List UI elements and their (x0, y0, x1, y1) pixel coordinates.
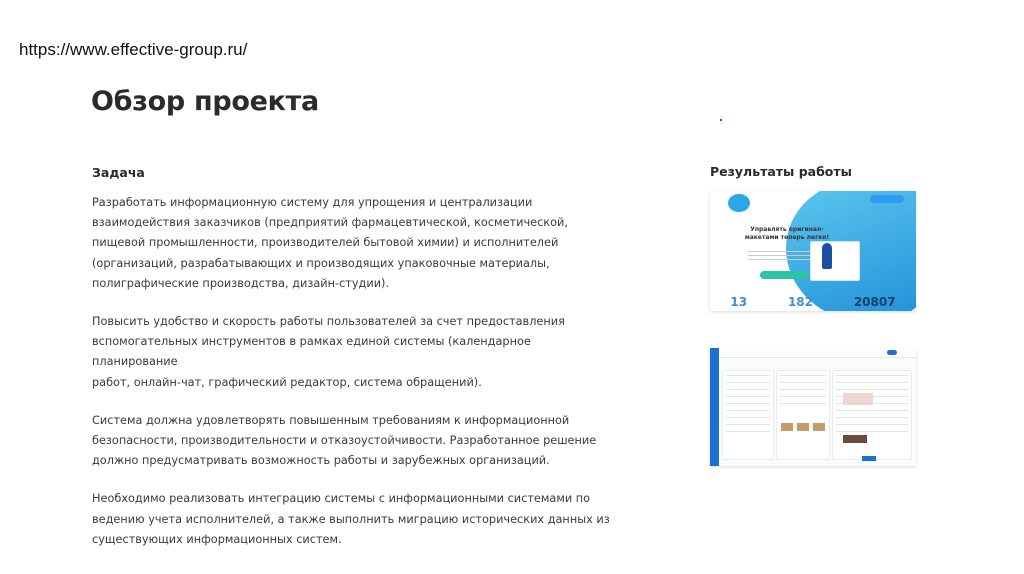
task-paragraph-3: Система должна удовлетворять повышенным требованиям к информационной безопасности, производительности и отказоустойчивости. Разработанное решение должно предусматривать возможность работы и зарубежных организаций. (92, 413, 597, 468)
app-column-1 (722, 370, 774, 460)
illustration-board-icon (810, 241, 860, 281)
logo-icon (728, 194, 750, 212)
app-preview-image-2 (843, 435, 867, 443)
app-column-lines (780, 375, 826, 405)
app-thumbnail-3 (813, 423, 825, 431)
task-paragraphs (92, 193, 612, 568)
landing-top-button (870, 195, 904, 203)
app-topbar (719, 348, 916, 358)
landing-screenshot (710, 191, 916, 311)
app-preview-image-1 (843, 393, 873, 405)
app-screenshot (710, 348, 916, 466)
app-sidebar (710, 348, 719, 466)
app-column-3 (832, 370, 912, 460)
task-heading: Задача (92, 165, 145, 180)
stat-3: 20807 (853, 295, 896, 309)
task-paragraph-2: Повысить удобство и скорость работы пользователей за счет предоставления вспомогательных инструментов в рамках единой системы (календарное планирование работ, онлайн-чат, графический редактор, система обращений). (92, 315, 565, 389)
results-heading: Результаты работы (710, 164, 852, 179)
landing-cta-button (760, 271, 808, 279)
app-send-button (862, 456, 876, 461)
app-column-2 (776, 370, 830, 460)
url-text: https://www.effective-group.ru/ (19, 40, 248, 59)
landing-tagline: Управлять оригинал-макетами теперь легко! (744, 226, 830, 241)
app-column-lines (726, 375, 770, 435)
stat-2: 182 (787, 295, 813, 309)
app-thumbnail-2 (797, 423, 809, 431)
illustration-person-icon (822, 243, 832, 269)
decorative-dot (720, 119, 722, 121)
task-paragraph-4: Необходимо реализовать интеграцию системы с информационными системами по ведению учета исполнителей, а также выполнить миграцию исторических данных из существующих информационных систем. (92, 492, 610, 546)
app-thumbnail-1 (781, 423, 793, 431)
app-top-pill (887, 350, 897, 355)
stat-1: 13 (730, 295, 748, 309)
app-column-lines (836, 375, 908, 435)
page-title: Обзор проекта (91, 86, 319, 117)
task-paragraph-1: Разработать информационную систему для упрощения и централизации взаимодействия заказчиков (предприятий фармацевтической, косметической, пищевой промышленности, производителей бытовой химии) и исполнителей (организаций, разрабатывающих и производящих упаковочные материалы, полиграфические производства, дизайн-студии). (92, 196, 568, 290)
landing-stats (710, 295, 916, 309)
